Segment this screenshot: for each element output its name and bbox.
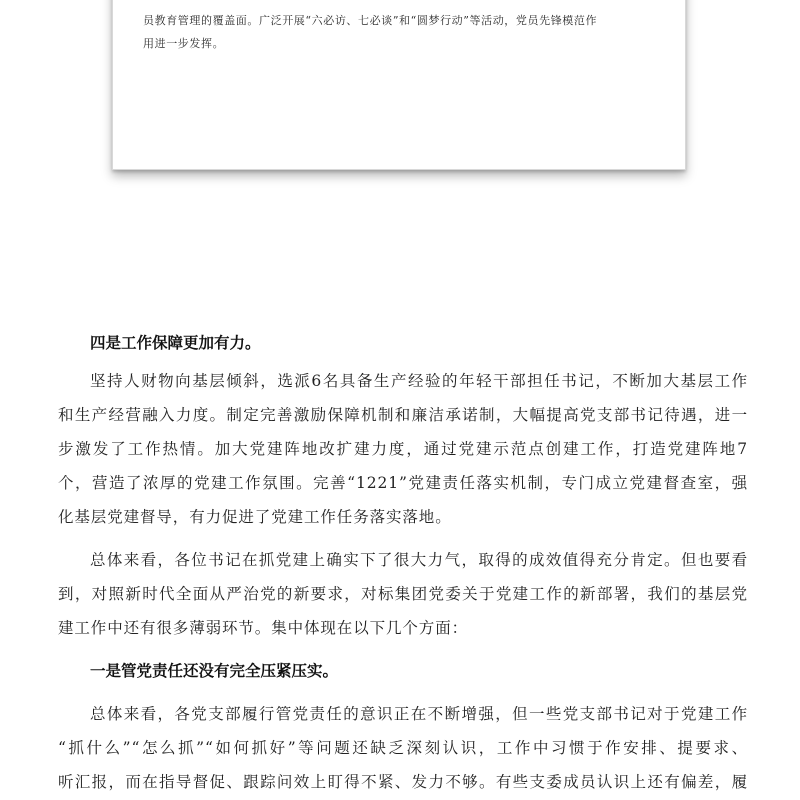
- paragraph-work-guarantee: [58, 364, 748, 534]
- preview-paragraph: [143, 9, 663, 55]
- preview-line: 用进一步发挥。: [143, 37, 225, 50]
- paragraph-line: “抓什么”“怎么抓”“如何抓好”等问题还缺乏深刻认识，工作中习惯于作安排、提要求、: [58, 739, 748, 757]
- article-body: [58, 326, 748, 799]
- paragraph-line: 总体来看，各位书记在抓党建上确实下了很大力气，取得的成效值得充分肯定。但也要看: [90, 551, 748, 569]
- document-preview-card: [112, 0, 686, 170]
- paragraph-line: 建工作中还有很多薄弱环节。集中体现在以下几个方面：: [58, 619, 469, 637]
- paragraph-line: 听汇报，而在指导督促、跟踪问效上盯得不紧、发力不够。有些支委成员认识上还有偏差，履: [58, 773, 748, 791]
- preview-line: 员教育管理的覆盖面。广泛开展“六必访、七必谈”和“圆梦行动”等活动，党员先锋模范作: [143, 14, 598, 27]
- paragraph-line: 到，对照新时代全面从严治党的新要求，对标集团党委关于党建工作的新部署，我们的基层党: [58, 585, 748, 603]
- paragraph-line: 总体来看，各党支部履行管党责任的意识正在不断增强，但一些党支部书记对于党建工作: [90, 705, 748, 723]
- paragraph-line: 步激发了工作热情。加大党建阵地改扩建力度，通过党建示范点创建工作，打造党建阵地7: [58, 440, 748, 458]
- section-heading-responsibility: 一是管党责任还没有完全压紧压实。: [90, 661, 339, 680]
- paragraph-line: 和生产经营融入力度。制定完善激励保障机制和廉洁承诺制，大幅提高党支部书记待遇，进一: [58, 406, 748, 424]
- paragraph-responsibility: [58, 697, 748, 799]
- paragraph-line: 化基层党建督导，有力促进了党建工作任务落实落地。: [58, 508, 452, 526]
- paragraph-line: 坚持人财物向基层倾斜，选派6名具备生产经验的年轻干部担任书记，不断加大基层工作: [90, 372, 748, 390]
- paragraph-line: 个，营造了浓厚的党建工作氛围。完善“1221”党建责任落实机制，专门成立党建督查室，强: [58, 474, 748, 492]
- paragraph-overall-review: [58, 543, 748, 645]
- section-heading-work-guarantee: 四是工作保障更加有力。: [90, 333, 261, 352]
